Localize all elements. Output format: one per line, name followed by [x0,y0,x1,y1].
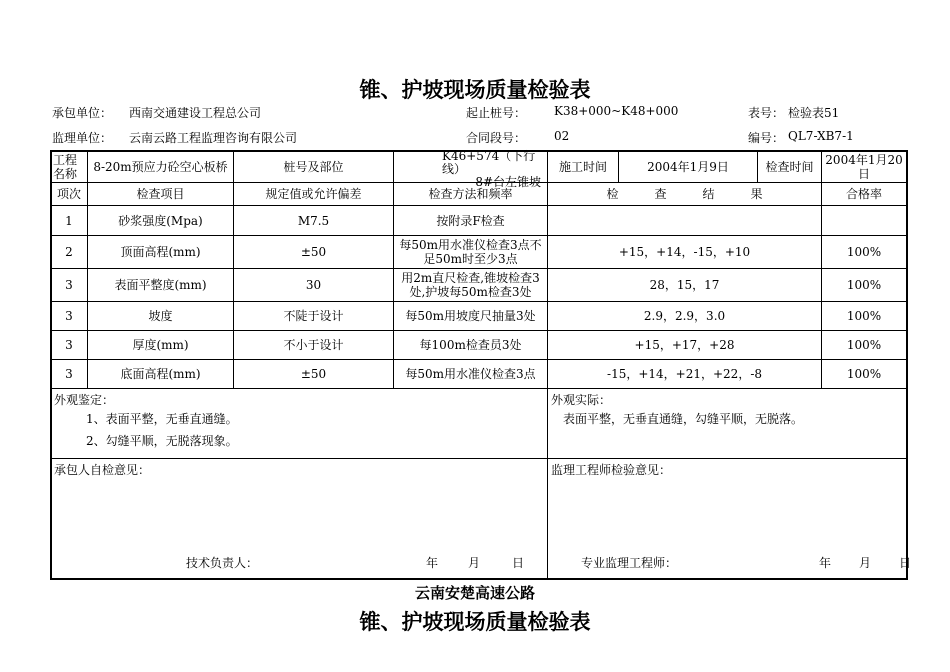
row-rate: 100% [822,360,907,389]
col-rate: 合格率 [822,183,907,206]
inspection-table [50,148,912,579]
row-method: 每50m用水准仪检查3点不足50m时至少3点 [394,236,548,269]
table-row [51,269,907,302]
tech-lead-label: 技术负责人： [186,556,259,570]
self-month-label: 月 [468,556,481,570]
row-item: 厚度(mm) [88,331,234,360]
table-row [51,206,907,236]
row-no: 1 [51,206,88,236]
engineer-sign-label: 专业监理工程师： [581,556,678,570]
row-rate: 100% [822,331,907,360]
row-result: 2.9，2.9，3.0 [548,302,822,331]
engineer-opinion [548,459,912,579]
row-method: 按附录F检查 [394,206,548,236]
range-label: 起止桩号： [466,106,527,120]
footer-org: 云南安楚高速公路 [414,584,535,602]
row-spec: ±50 [234,360,394,389]
code-label: 编号： [748,131,785,145]
row-spec: 30 [234,269,394,302]
col-result: 检 查 结 果 [548,183,822,206]
col-item: 检查项目 [88,183,234,206]
row-no: 2 [51,236,88,269]
supervisor-label: 监理单位： [52,131,113,145]
row-rate: 100% [822,269,907,302]
header-row [51,151,907,183]
row-no: 3 [51,331,88,360]
row-rate [822,206,907,236]
table-row [51,236,907,269]
appearance-eval [51,389,548,459]
appearance-eval-label: 外观鉴定： [54,393,115,407]
row-result: +15，+17，+28 [548,331,822,360]
project-value: 8-20m预应力砼空心板桥 [88,151,234,183]
table-row [51,302,907,331]
appearance-row [51,389,907,459]
row-spec: 不陡于设计 [234,302,394,331]
col-method: 检查方法和频率 [394,183,548,206]
row-no: 3 [51,302,88,331]
row-result: -15，+14，+21，+22，-8 [548,360,822,389]
build-date-value: 2004年1月9日 [619,151,758,183]
opinion-row [51,459,907,579]
engineer-day-label: 日 [899,556,912,570]
row-result: +15，+14，-15，+10 [548,236,822,269]
row-no: 3 [51,269,88,302]
station-value [394,148,548,189]
form-value: 检验表51 [788,106,840,120]
row-spec: 不小于设计 [234,331,394,360]
row-spec: ±50 [234,236,394,269]
project-label: 工程名称 [51,151,88,183]
supervisor-value: 云南云路工程监理咨询有限公司 [129,131,298,145]
engineer-opinion-label: 监理工程师检验意见： [551,463,672,477]
code-value: QL7-XB7-1 [788,129,854,143]
self-year-label: 年 [426,556,439,570]
section-label: 合同段号： [466,131,527,145]
appearance-actual-label: 外观实际： [551,393,612,407]
appearance-eval-line-2: 2、勾缝平顺，无脱落现象。 [86,434,238,448]
row-item: 顶面高程(mm) [88,236,234,269]
range-value: K38+000~K48+000 [554,104,679,118]
row-method: 每50m用坡度尺抽量3处 [394,302,548,331]
col-spec: 规定值或允许偏差 [234,183,394,206]
appearance-actual-line-1: 表面平整，无垂直通缝，勾缝平顺，无脱落。 [563,412,804,426]
station-label: 桩号及部位 [234,151,394,183]
row-method: 每50m用水准仪检查3点 [394,360,548,389]
engineer-month-label: 月 [859,556,872,570]
row-item: 表面平整度(mm) [88,269,234,302]
row-result [548,206,822,236]
row-rate: 100% [822,302,907,331]
page-title: 锥、护坡现场质量检验表 [359,78,591,102]
station-line-2: 8#台左锥坡 [475,174,542,189]
build-date-label: 施工时间 [548,151,619,183]
footer-title: 锥、护坡现场质量检验表 [359,610,591,634]
check-date-label: 检查时间 [758,151,822,183]
form-label: 表号： [748,106,785,120]
row-method: 用2m直尺检查,锥坡检查3处,护坡每50m检查3处 [394,269,548,302]
table-row [51,360,907,389]
row-no: 3 [51,360,88,389]
row-item: 坡度 [88,302,234,331]
check-date-value: 2004年1月20日 [822,151,907,183]
row-item: 底面高程(mm) [88,360,234,389]
row-result: 28，15，17 [548,269,822,302]
self-day-label: 日 [512,556,525,570]
col-no: 项次 [51,183,88,206]
self-check-label: 承包人自检意见： [54,463,151,477]
row-rate: 100% [822,236,907,269]
appearance-eval-line-1: 1、表面平整，无垂直通缝。 [86,412,238,426]
section-value: 02 [554,129,570,143]
contractor-label: 承包单位： [52,106,113,120]
station-line-1: K46+574（下行线） [442,148,536,176]
row-item: 砂浆强度(Mpa) [88,206,234,236]
contractor-value: 西南交通建设工程总公司 [129,106,262,120]
self-check-opinion [51,459,548,579]
appearance-actual [548,389,907,459]
row-method: 每100m检查员3处 [394,331,548,360]
row-spec: M7.5 [234,206,394,236]
table-row [51,331,907,360]
engineer-year-label: 年 [819,556,832,570]
